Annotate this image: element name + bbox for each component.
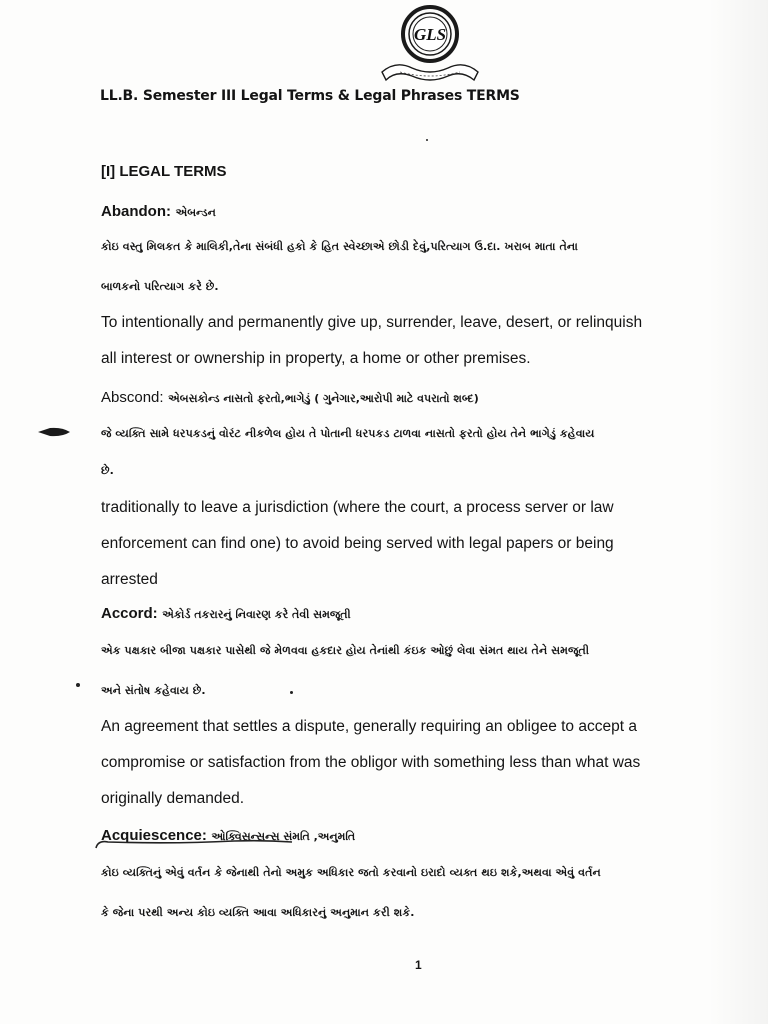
term-gujarati-title: એબસકોન્ડ નાસતો ફરતો,ભાગેડું ( ગુનેગાર,આરોપી માટે વપરાતો શબ્દ) (168, 392, 479, 405)
gujarati-definition-line: જે વ્યક્તિ સામે ધરપકડનું વોરંટ નીકળેલ હોય તે પોતાની ધરપકડ ટાળવા નાસતો ફરતો હોય તેને ભાગેડું કહેવાય (101, 427, 595, 440)
term-gujarati-title: ઓક્વિસન્સન્સ સંમતિ ,અનુમતિ (211, 830, 356, 843)
gujarati-definition-line: બાળકનો પરિત્યાગ કરે છે. (101, 280, 219, 293)
gujarati-definition-line: કોઇ વ્યક્તિનું એવું વર્તન કે જેનાથી તેનો અમુક અધિકાર જતો કરવાનો ઇરાદો વ્યક્ત થઇ શકે,અથવા એવું વર્તન (101, 866, 601, 879)
margin-dot (76, 683, 80, 687)
gujarati-definition-line: એક પક્ષકાર બીજા પક્ષકાર પાસેથી જે મેળવવા હકદાર હોય તેનાંથી કંઇક ઓછું લેવા સંમત થાય તેને સમજૂતી (101, 644, 590, 657)
term-name: Acquiescence: (101, 827, 207, 844)
term-heading (101, 203, 216, 220)
scan-speck (426, 139, 428, 141)
term-gujarati-title: એબન્ડન (175, 206, 216, 219)
gujarati-definition-line: કે જેના પરથી અન્ય કોઇ વ્યક્તિ આવા અધિકારનું અનુમાન કરી શકે. (101, 906, 415, 919)
term-heading (101, 605, 351, 622)
english-definition-line: compromise or satisfaction from the obligor with something less than what was (101, 754, 641, 771)
term-name: Accord: (101, 605, 158, 622)
gujarati-definition-line: છે. (101, 464, 114, 477)
page-number: 1 (415, 958, 422, 972)
gujarati-definition-line: કોઇ વસ્તુ મિલકત કે માલિકી,તેના સંબંધી હકો કે હિત સ્વેચ્છાએ છોડી દેવું,પરિત્યાગ ઉ.દા. ખરાબ માતા તેના (101, 240, 578, 253)
english-definition-line: To intentionally and permanently give up, surrender, leave, desert, or relinquish (101, 314, 643, 331)
scan-speck (290, 691, 293, 694)
logo-lettering: GLS (413, 25, 447, 44)
term-heading (101, 389, 479, 406)
margin-arrow-mark (36, 426, 72, 438)
english-definition-line: traditionally to leave a jurisdiction (where the court, a process server or law (101, 499, 614, 516)
term-gujarati-title: એકોર્ડ તકરારનું નિવારણ કરે તેવી સમજૂતી (162, 608, 351, 621)
gujarati-definition-line: અને સંતોષ કહેવાય છે. (101, 684, 206, 697)
section-title: [I] LEGAL TERMS (101, 163, 227, 180)
english-definition-line: arrested (101, 571, 158, 588)
english-definition-line: originally demanded. (101, 790, 245, 807)
handwritten-underline (94, 832, 294, 852)
term-name: Abandon: (101, 203, 171, 220)
page-title: LL.B. Semester III Legal Terms & Legal Phrases TERMS (100, 88, 520, 104)
term-name: Abscond: (101, 389, 164, 406)
english-definition-line: all interest or ownership in property, a home or other premises. (101, 350, 531, 367)
english-definition-line: enforcement can find one) to avoid being served with legal papers or being (101, 535, 614, 552)
institution-logo (376, 2, 484, 86)
english-definition-line: An agreement that settles a dispute, generally requiring an obligee to accept a (101, 718, 637, 735)
